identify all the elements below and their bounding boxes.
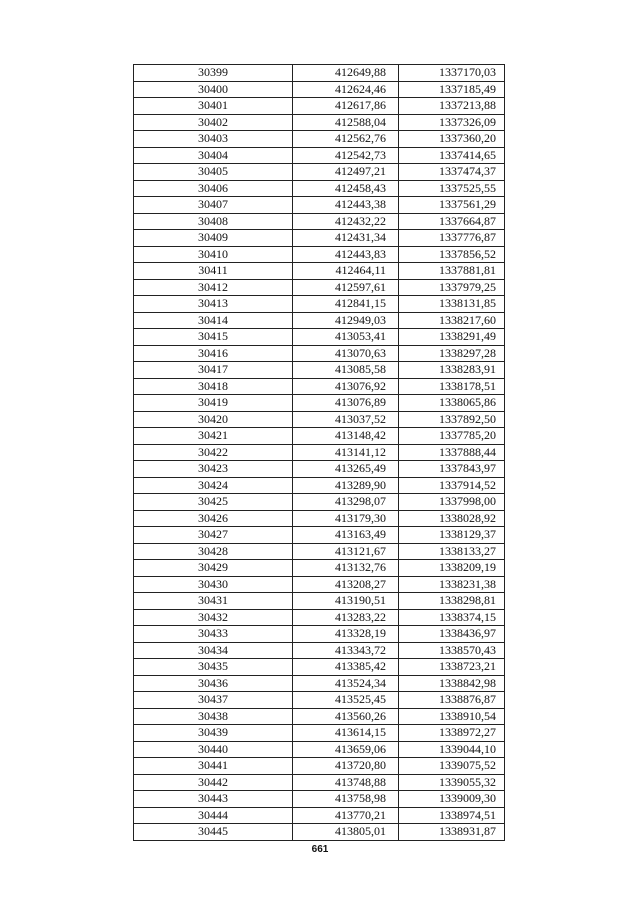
point-number-cell: 30433 bbox=[134, 626, 293, 643]
x-coordinate-cell: 413748,88 bbox=[293, 774, 399, 791]
x-coordinate-cell: 413758,98 bbox=[293, 791, 399, 808]
point-number-cell: 30414 bbox=[134, 312, 293, 329]
table-row bbox=[134, 263, 505, 280]
point-number-cell: 30444 bbox=[134, 807, 293, 824]
x-coordinate-cell: 413148,42 bbox=[293, 428, 399, 445]
x-coordinate-cell: 413085,58 bbox=[293, 362, 399, 379]
point-number-cell: 30421 bbox=[134, 428, 293, 445]
y-coordinate-cell: 1338876,87 bbox=[399, 692, 505, 709]
table-row bbox=[134, 659, 505, 676]
y-coordinate-cell: 1337998,00 bbox=[399, 494, 505, 511]
point-number-cell: 30442 bbox=[134, 774, 293, 791]
table-row bbox=[134, 395, 505, 412]
point-number-cell: 30420 bbox=[134, 411, 293, 428]
table-row bbox=[134, 114, 505, 131]
x-coordinate-cell: 412443,38 bbox=[293, 197, 399, 214]
table-row bbox=[134, 230, 505, 247]
point-number-cell: 30400 bbox=[134, 81, 293, 98]
table-row bbox=[134, 510, 505, 527]
table-row bbox=[134, 560, 505, 577]
y-coordinate-cell: 1337914,52 bbox=[399, 477, 505, 494]
coordinates-table-body bbox=[134, 65, 505, 841]
point-number-cell: 30437 bbox=[134, 692, 293, 709]
point-number-cell: 30424 bbox=[134, 477, 293, 494]
x-coordinate-cell: 412542,73 bbox=[293, 147, 399, 164]
table-row bbox=[134, 741, 505, 758]
point-number-cell: 30399 bbox=[134, 65, 293, 82]
x-coordinate-cell: 413208,27 bbox=[293, 576, 399, 593]
point-number-cell: 30441 bbox=[134, 758, 293, 775]
x-coordinate-cell: 413053,41 bbox=[293, 329, 399, 346]
table-row bbox=[134, 609, 505, 626]
y-coordinate-cell: 1338129,37 bbox=[399, 527, 505, 544]
point-number-cell: 30439 bbox=[134, 725, 293, 742]
y-coordinate-cell: 1339075,52 bbox=[399, 758, 505, 775]
table-row bbox=[134, 131, 505, 148]
point-number-cell: 30429 bbox=[134, 560, 293, 577]
y-coordinate-cell: 1337525,55 bbox=[399, 180, 505, 197]
point-number-cell: 30413 bbox=[134, 296, 293, 313]
y-coordinate-cell: 1337776,87 bbox=[399, 230, 505, 247]
point-number-cell: 30435 bbox=[134, 659, 293, 676]
x-coordinate-cell: 413805,01 bbox=[293, 824, 399, 841]
table-row bbox=[134, 180, 505, 197]
table-row bbox=[134, 411, 505, 428]
y-coordinate-cell: 1338298,81 bbox=[399, 593, 505, 610]
table-row bbox=[134, 345, 505, 362]
y-coordinate-cell: 1337170,03 bbox=[399, 65, 505, 82]
table-row bbox=[134, 824, 505, 841]
table-row bbox=[134, 428, 505, 445]
table-row bbox=[134, 477, 505, 494]
x-coordinate-cell: 412588,04 bbox=[293, 114, 399, 131]
y-coordinate-cell: 1337414,65 bbox=[399, 147, 505, 164]
point-number-cell: 30428 bbox=[134, 543, 293, 560]
y-coordinate-cell: 1339044,10 bbox=[399, 741, 505, 758]
table-row bbox=[134, 98, 505, 115]
x-coordinate-cell: 413524,34 bbox=[293, 675, 399, 692]
x-coordinate-cell: 412617,86 bbox=[293, 98, 399, 115]
point-number-cell: 30445 bbox=[134, 824, 293, 841]
y-coordinate-cell: 1337785,20 bbox=[399, 428, 505, 445]
y-coordinate-cell: 1338217,60 bbox=[399, 312, 505, 329]
coordinates-table bbox=[133, 64, 505, 841]
table-row bbox=[134, 708, 505, 725]
table-row bbox=[134, 807, 505, 824]
x-coordinate-cell: 413720,80 bbox=[293, 758, 399, 775]
y-coordinate-cell: 1338178,51 bbox=[399, 378, 505, 395]
table-row bbox=[134, 279, 505, 296]
table-row bbox=[134, 758, 505, 775]
point-number-cell: 30405 bbox=[134, 164, 293, 181]
y-coordinate-cell: 1338131,85 bbox=[399, 296, 505, 313]
y-coordinate-cell: 1337360,20 bbox=[399, 131, 505, 148]
x-coordinate-cell: 413163,49 bbox=[293, 527, 399, 544]
table-row bbox=[134, 626, 505, 643]
y-coordinate-cell: 1338297,28 bbox=[399, 345, 505, 362]
x-coordinate-cell: 412431,34 bbox=[293, 230, 399, 247]
y-coordinate-cell: 1338065,86 bbox=[399, 395, 505, 412]
x-coordinate-cell: 413179,30 bbox=[293, 510, 399, 527]
y-coordinate-cell: 1338910,54 bbox=[399, 708, 505, 725]
table-row bbox=[134, 774, 505, 791]
point-number-cell: 30416 bbox=[134, 345, 293, 362]
table-row bbox=[134, 527, 505, 544]
x-coordinate-cell: 413659,06 bbox=[293, 741, 399, 758]
point-number-cell: 30423 bbox=[134, 461, 293, 478]
point-number-cell: 30419 bbox=[134, 395, 293, 412]
point-number-cell: 30407 bbox=[134, 197, 293, 214]
point-number-cell: 30430 bbox=[134, 576, 293, 593]
y-coordinate-cell: 1338374,15 bbox=[399, 609, 505, 626]
x-coordinate-cell: 413076,89 bbox=[293, 395, 399, 412]
point-number-cell: 30422 bbox=[134, 444, 293, 461]
point-number-cell: 30431 bbox=[134, 593, 293, 610]
x-coordinate-cell: 413076,92 bbox=[293, 378, 399, 395]
y-coordinate-cell: 1338931,87 bbox=[399, 824, 505, 841]
table-row bbox=[134, 81, 505, 98]
y-coordinate-cell: 1338436,97 bbox=[399, 626, 505, 643]
point-number-cell: 30401 bbox=[134, 98, 293, 115]
table-row bbox=[134, 164, 505, 181]
y-coordinate-cell: 1338972,27 bbox=[399, 725, 505, 742]
point-number-cell: 30426 bbox=[134, 510, 293, 527]
x-coordinate-cell: 413190,51 bbox=[293, 593, 399, 610]
y-coordinate-cell: 1337474,37 bbox=[399, 164, 505, 181]
point-number-cell: 30408 bbox=[134, 213, 293, 230]
table-row bbox=[134, 675, 505, 692]
x-coordinate-cell: 413132,76 bbox=[293, 560, 399, 577]
y-coordinate-cell: 1337843,97 bbox=[399, 461, 505, 478]
table-row bbox=[134, 296, 505, 313]
x-coordinate-cell: 413560,26 bbox=[293, 708, 399, 725]
x-coordinate-cell: 413298,07 bbox=[293, 494, 399, 511]
table-row bbox=[134, 576, 505, 593]
table-row bbox=[134, 543, 505, 560]
point-number-cell: 30425 bbox=[134, 494, 293, 511]
table-row bbox=[134, 725, 505, 742]
y-coordinate-cell: 1337881,81 bbox=[399, 263, 505, 280]
point-number-cell: 30417 bbox=[134, 362, 293, 379]
table-row bbox=[134, 461, 505, 478]
x-coordinate-cell: 413265,49 bbox=[293, 461, 399, 478]
point-number-cell: 30415 bbox=[134, 329, 293, 346]
x-coordinate-cell: 412841,15 bbox=[293, 296, 399, 313]
point-number-cell: 30443 bbox=[134, 791, 293, 808]
y-coordinate-cell: 1337213,88 bbox=[399, 98, 505, 115]
x-coordinate-cell: 413121,67 bbox=[293, 543, 399, 560]
table-row bbox=[134, 642, 505, 659]
x-coordinate-cell: 413343,72 bbox=[293, 642, 399, 659]
y-coordinate-cell: 1338133,27 bbox=[399, 543, 505, 560]
point-number-cell: 30403 bbox=[134, 131, 293, 148]
y-coordinate-cell: 1337561,29 bbox=[399, 197, 505, 214]
x-coordinate-cell: 413283,22 bbox=[293, 609, 399, 626]
point-number-cell: 30412 bbox=[134, 279, 293, 296]
table-row bbox=[134, 791, 505, 808]
x-coordinate-cell: 413070,63 bbox=[293, 345, 399, 362]
x-coordinate-cell: 412624,46 bbox=[293, 81, 399, 98]
y-coordinate-cell: 1339009,30 bbox=[399, 791, 505, 808]
point-number-cell: 30418 bbox=[134, 378, 293, 395]
x-coordinate-cell: 413614,15 bbox=[293, 725, 399, 742]
x-coordinate-cell: 412432,22 bbox=[293, 213, 399, 230]
point-number-cell: 30438 bbox=[134, 708, 293, 725]
table-row bbox=[134, 593, 505, 610]
point-number-cell: 30440 bbox=[134, 741, 293, 758]
table-row bbox=[134, 65, 505, 82]
y-coordinate-cell: 1337664,87 bbox=[399, 213, 505, 230]
point-number-cell: 30427 bbox=[134, 527, 293, 544]
y-coordinate-cell: 1338209,19 bbox=[399, 560, 505, 577]
table-row bbox=[134, 692, 505, 709]
x-coordinate-cell: 413141,12 bbox=[293, 444, 399, 461]
y-coordinate-cell: 1337185,49 bbox=[399, 81, 505, 98]
point-number-cell: 30402 bbox=[134, 114, 293, 131]
table-row bbox=[134, 197, 505, 214]
point-number-cell: 30410 bbox=[134, 246, 293, 263]
y-coordinate-cell: 1338723,21 bbox=[399, 659, 505, 676]
x-coordinate-cell: 412562,76 bbox=[293, 131, 399, 148]
page-number: 661 bbox=[311, 844, 329, 855]
table-row bbox=[134, 494, 505, 511]
x-coordinate-cell: 413289,90 bbox=[293, 477, 399, 494]
table-row bbox=[134, 444, 505, 461]
point-number-cell: 30432 bbox=[134, 609, 293, 626]
y-coordinate-cell: 1338974,51 bbox=[399, 807, 505, 824]
point-number-cell: 30406 bbox=[134, 180, 293, 197]
y-coordinate-cell: 1338283,91 bbox=[399, 362, 505, 379]
x-coordinate-cell: 412597,61 bbox=[293, 279, 399, 296]
point-number-cell: 30404 bbox=[134, 147, 293, 164]
x-coordinate-cell: 413525,45 bbox=[293, 692, 399, 709]
x-coordinate-cell: 412464,11 bbox=[293, 263, 399, 280]
y-coordinate-cell: 1338231,38 bbox=[399, 576, 505, 593]
x-coordinate-cell: 412497,21 bbox=[293, 164, 399, 181]
table-row bbox=[134, 246, 505, 263]
table-row bbox=[134, 147, 505, 164]
y-coordinate-cell: 1337888,44 bbox=[399, 444, 505, 461]
y-coordinate-cell: 1337979,25 bbox=[399, 279, 505, 296]
point-number-cell: 30434 bbox=[134, 642, 293, 659]
table-row bbox=[134, 378, 505, 395]
y-coordinate-cell: 1337326,09 bbox=[399, 114, 505, 131]
y-coordinate-cell: 1339055,32 bbox=[399, 774, 505, 791]
x-coordinate-cell: 413385,42 bbox=[293, 659, 399, 676]
x-coordinate-cell: 413037,52 bbox=[293, 411, 399, 428]
y-coordinate-cell: 1338291,49 bbox=[399, 329, 505, 346]
y-coordinate-cell: 1337856,52 bbox=[399, 246, 505, 263]
x-coordinate-cell: 412949,03 bbox=[293, 312, 399, 329]
y-coordinate-cell: 1338028,92 bbox=[399, 510, 505, 527]
point-number-cell: 30409 bbox=[134, 230, 293, 247]
y-coordinate-cell: 1338842,98 bbox=[399, 675, 505, 692]
table-row bbox=[134, 362, 505, 379]
point-number-cell: 30411 bbox=[134, 263, 293, 280]
y-coordinate-cell: 1337892,50 bbox=[399, 411, 505, 428]
x-coordinate-cell: 413770,21 bbox=[293, 807, 399, 824]
x-coordinate-cell: 412443,83 bbox=[293, 246, 399, 263]
x-coordinate-cell: 413328,19 bbox=[293, 626, 399, 643]
table-row bbox=[134, 329, 505, 346]
table-row bbox=[134, 213, 505, 230]
x-coordinate-cell: 412458,43 bbox=[293, 180, 399, 197]
table-row bbox=[134, 312, 505, 329]
x-coordinate-cell: 412649,88 bbox=[293, 65, 399, 82]
point-number-cell: 30436 bbox=[134, 675, 293, 692]
y-coordinate-cell: 1338570,43 bbox=[399, 642, 505, 659]
